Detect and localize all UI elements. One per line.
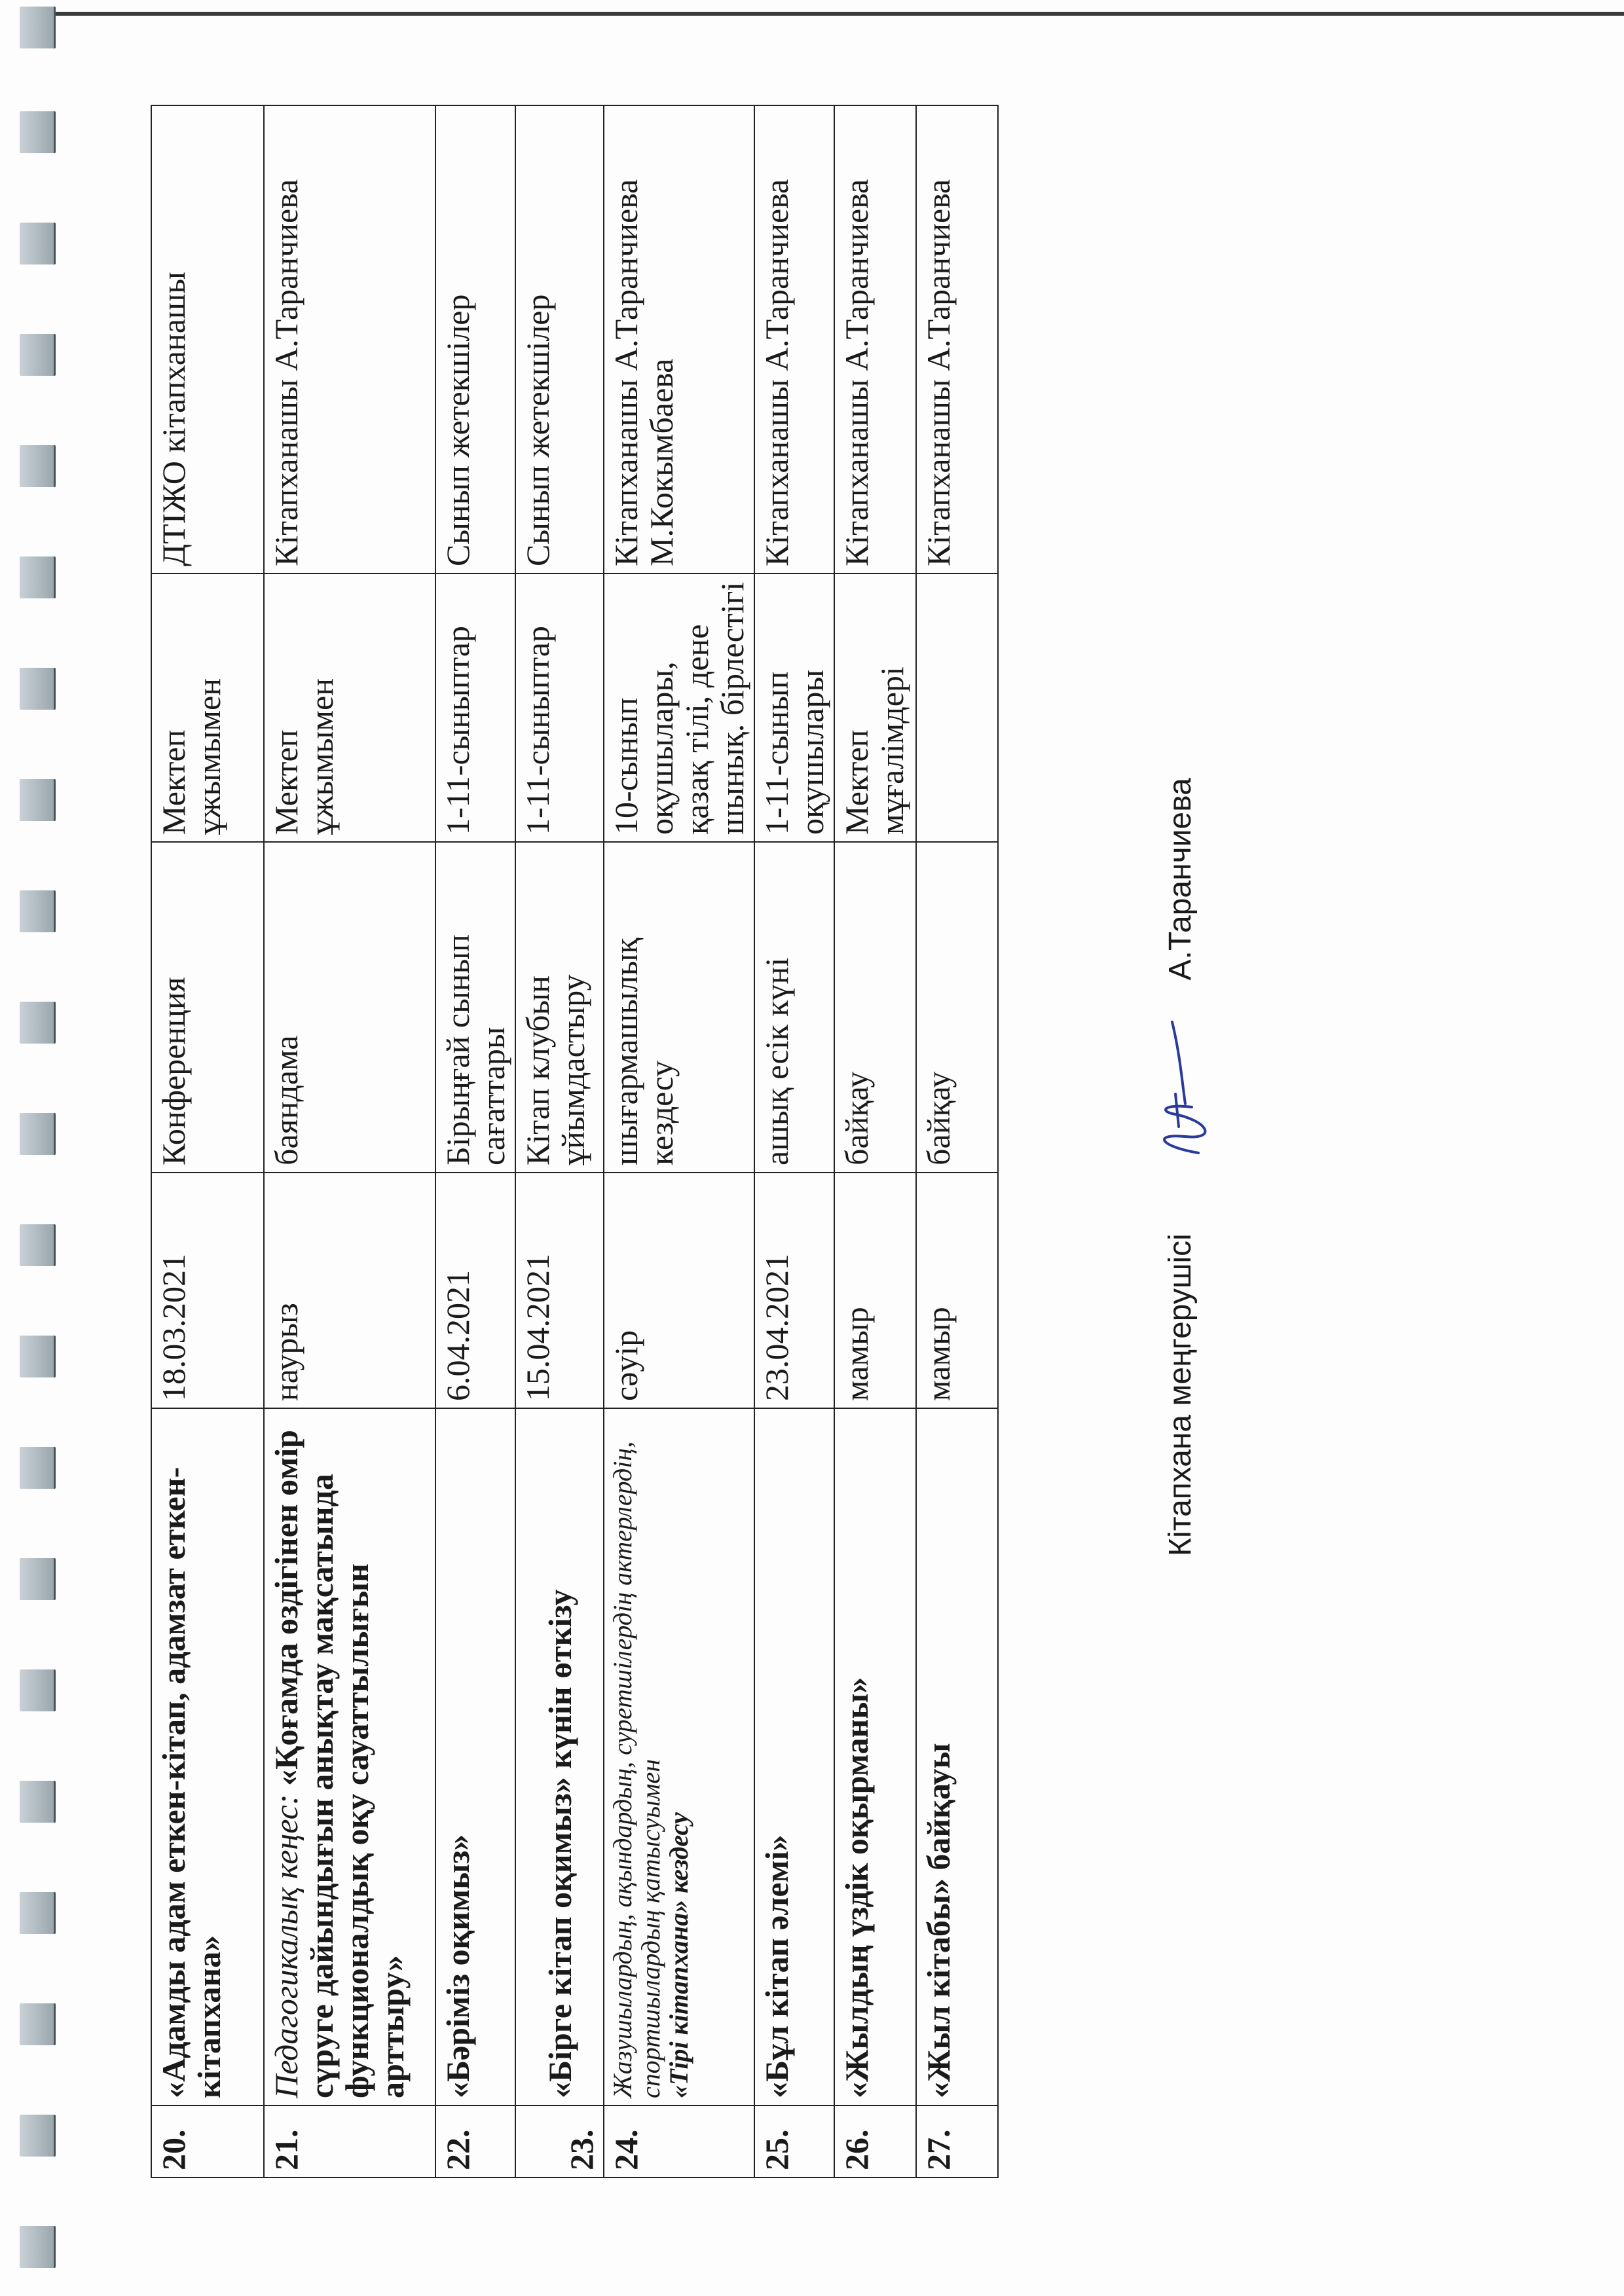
event-title-text: Жазушылардың, ақындардың, суретшілердің актерлердің, спортшылардың қатысуымен (608, 1441, 666, 2098)
event-title-text: «Қоғамда өздігінен өмір сүруге дайындығын анықтау мақсатында функционалдық оқу сауаттылығын арттыру» (268, 1430, 411, 2098)
row-number: 25. (754, 2105, 834, 2178)
table-row (754, 105, 834, 2178)
event-form: Кітап клубын ұйымдастыру (515, 842, 604, 1173)
event-audience: 10-сынып оқушылары, қазақ тілі, дене шынық. бірлестігі (604, 574, 754, 842)
event-responsible: Кітапханашы А.Таранчиева (264, 105, 435, 574)
event-date: 6.04.2021 (435, 1173, 515, 1408)
event-audience: 1-11-сыныптар (515, 574, 604, 842)
row-number: 23. (515, 2105, 604, 2178)
table-row (604, 105, 754, 2178)
event-responsible: Сынып жетекшілер (435, 105, 515, 574)
row-number: 21. (264, 2105, 435, 2178)
row-number: 26. (834, 2105, 916, 2178)
event-responsible: ДТІЖО кітапханашы (151, 105, 264, 574)
event-responsible: Кітапханашы А.Таранчиева М.Кокымбаева (604, 105, 754, 574)
signer-name: А.Таранчиева (1162, 778, 1198, 981)
event-responsible: Кітапханашы А.Таранчиева (754, 105, 834, 574)
event-responsible: Кітапханашы А.Таранчиева (916, 105, 998, 574)
event-title (264, 1408, 435, 2105)
table-row (515, 105, 604, 2178)
event-form: шығармашылық кездесу (604, 842, 754, 1173)
event-title (604, 1408, 754, 2105)
event-extra: «Тірі кітапхана» кездесу (664, 1812, 694, 2098)
event-title: «Бәріміз оқимыз» (435, 1408, 515, 2105)
event-audience: 1-11-сыныптар (435, 574, 515, 842)
table-row (834, 105, 916, 2178)
event-date: 18.03.2021 (151, 1173, 264, 1408)
event-form: Бірыңғай сынып сағаттары (435, 842, 515, 1173)
event-form: байқау (916, 842, 998, 1173)
event-date: мамыр (916, 1173, 998, 1408)
event-audience: 1-11-сынып оқушылары (754, 574, 834, 842)
row-number: 22. (435, 2105, 515, 2178)
table-row (264, 105, 435, 2178)
event-title: «Жыл кітабы» байқауы (916, 1408, 998, 2105)
event-responsible: Кітапханашы А.Таранчиева (834, 105, 916, 574)
event-date: 23.04.2021 (754, 1173, 834, 1408)
signer-role: Кітапхана меңгерушісі (1162, 1233, 1198, 1556)
event-form: Конференция (151, 842, 264, 1173)
event-intro: Педагогикалық кеңес: (268, 1794, 304, 2098)
event-form: баяндама (264, 842, 435, 1173)
handwritten-signature (1146, 1015, 1218, 1166)
table-row (435, 105, 515, 2178)
event-date: сәуір (604, 1173, 754, 1408)
row-number: 27. (916, 2105, 998, 2178)
event-form: байқау (834, 842, 916, 1173)
event-audience: Мектеп мұғалімдері (834, 574, 916, 842)
event-title: «Адамды адам еткен-кітап, адамзат еткен-кітапхана» (151, 1408, 264, 2105)
event-date: 15.04.2021 (515, 1173, 604, 1408)
event-responsible: Сынып жетекшілер (515, 105, 604, 574)
row-number: 20. (151, 2105, 264, 2178)
signature-block (1146, 778, 1218, 1556)
table-row (916, 105, 998, 2178)
event-form: ашық есік күні (754, 842, 834, 1173)
event-date: наурыз (264, 1173, 435, 1408)
event-audience: Мектеп ұжымымен (264, 574, 435, 842)
events-table (151, 105, 999, 2178)
event-date: мамыр (834, 1173, 916, 1408)
event-audience: Мектеп ұжымымен (151, 574, 264, 842)
event-title: «Жылдың үздік оқырманы» (834, 1408, 916, 2105)
row-number: 24. (604, 2105, 754, 2178)
event-audience (916, 574, 998, 842)
event-title: «Бірге кітап оқимыз» күнін өткізу (515, 1408, 604, 2105)
event-title: «Бұл кітап әлемі» (754, 1408, 834, 2105)
table-row (151, 105, 264, 2178)
